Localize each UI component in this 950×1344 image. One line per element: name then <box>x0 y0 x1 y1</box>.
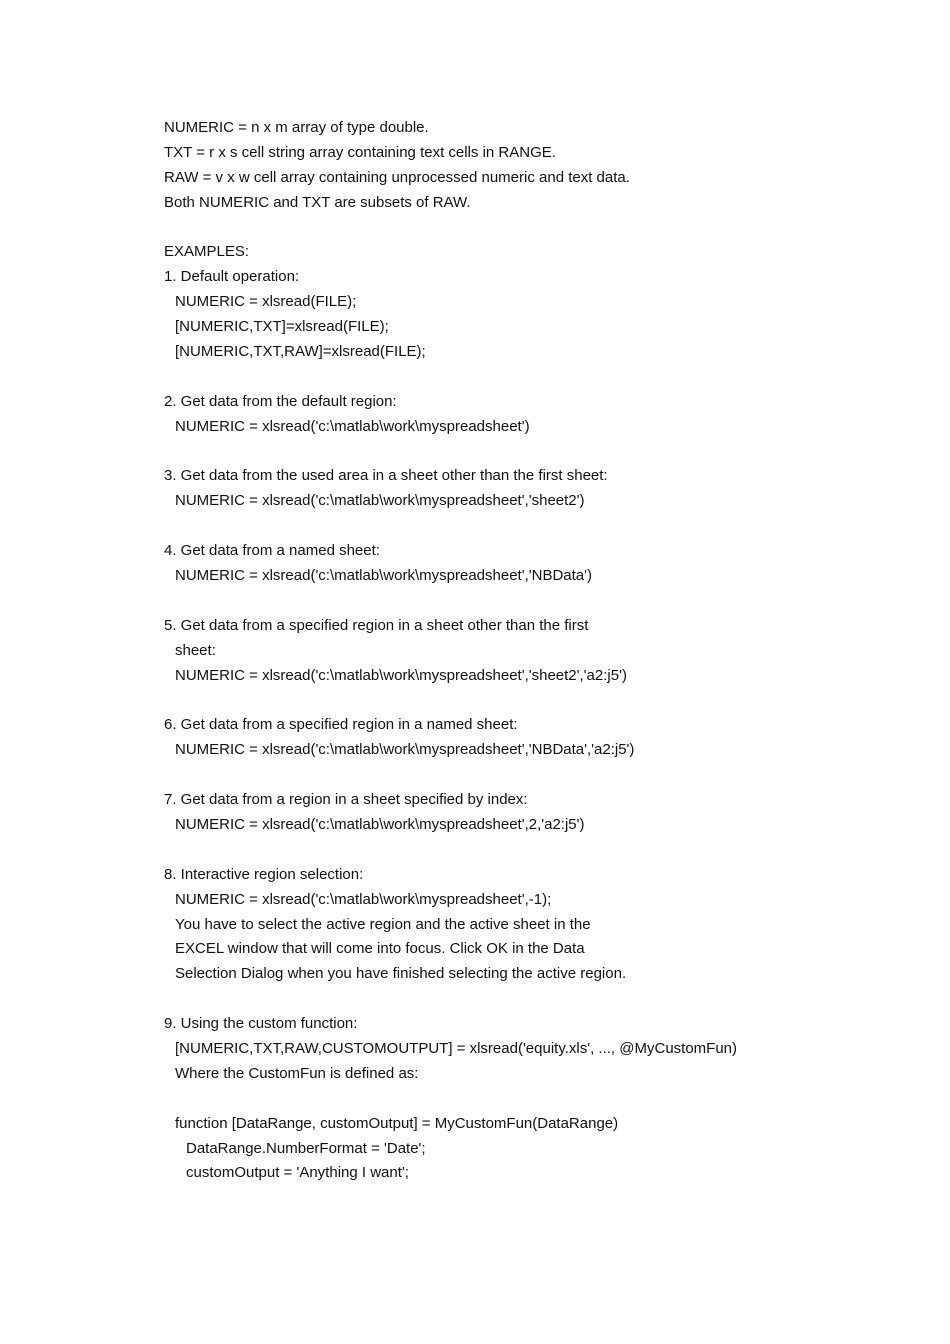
spacer <box>164 216 904 241</box>
document-page <box>164 116 904 1186</box>
example-8-code-line: NUMERIC = xlsread('c:\matlab\work\myspreadsheet',-1); <box>175 890 552 908</box>
spacer <box>164 838 904 863</box>
example-8-note-line: You have to select the active region and the active sheet in the <box>175 915 591 933</box>
example-2-code-line: NUMERIC = xlsread('c:\matlab\work\myspreadsheet') <box>175 417 530 435</box>
custom-function-body-line: DataRange.NumberFormat = 'Date'; <box>186 1139 426 1157</box>
example-9-title: 9. Using the custom function: <box>164 1015 358 1033</box>
definition-txt: TXT = r x s cell string array containing text cells in RANGE. <box>164 143 556 161</box>
spacer <box>164 589 904 614</box>
example-2-title: 2. Get data from the default region: <box>164 392 397 410</box>
example-1-code-line: [NUMERIC,TXT,RAW]=xlsread(FILE); <box>175 343 426 361</box>
spacer <box>164 987 904 1012</box>
example-8-title: 8. Interactive region selection: <box>164 865 364 883</box>
example-9-note-line: Where the CustomFun is defined as: <box>175 1064 419 1082</box>
example-7-code-line: NUMERIC = xlsread('c:\matlab\work\myspreadsheet',2,'a2:j5') <box>175 815 585 833</box>
definition-raw: RAW = v x w cell array containing unprocessed numeric and text data. <box>164 168 630 186</box>
example-6-code-line: NUMERIC = xlsread('c:\matlab\work\myspreadsheet','NBData','a2:j5') <box>175 741 635 759</box>
spacer <box>164 763 904 788</box>
custom-function-signature: function [DataRange, customOutput] = MyCustomFun(DataRange) <box>175 1114 619 1132</box>
example-5-title: 5. Get data from a specified region in a sheet other than the first <box>164 616 589 634</box>
example-1-code-line: NUMERIC = xlsread(FILE); <box>175 293 357 311</box>
example-4-title: 4. Get data from a named sheet: <box>164 542 380 560</box>
example-9-code-line: [NUMERIC,TXT,RAW,CUSTOMOUTPUT] = xlsread('equity.xls', ..., @MyCustomFun) <box>175 1039 738 1057</box>
spacer <box>164 365 904 390</box>
example-7-title: 7. Get data from a region in a sheet specified by index: <box>164 791 528 809</box>
example-6-title: 6. Get data from a specified region in a named sheet: <box>164 716 518 734</box>
examples-heading: EXAMPLES: <box>164 243 250 261</box>
custom-function-body-line: customOutput = 'Anything I want'; <box>186 1164 409 1182</box>
spacer <box>164 1087 904 1112</box>
example-5-code-line: NUMERIC = xlsread('c:\matlab\work\myspreadsheet','sheet2','a2:j5') <box>175 666 627 684</box>
spacer <box>164 688 904 713</box>
example-1-title: 1. Default operation: <box>164 268 300 286</box>
example-3-code-line: NUMERIC = xlsread('c:\matlab\work\myspreadsheet','sheet2') <box>175 492 585 510</box>
example-1-code-line: [NUMERIC,TXT]=xlsread(FILE); <box>175 318 389 336</box>
example-3-title: 3. Get data from the used area in a sheet other than the first sheet: <box>164 467 608 485</box>
spacer <box>164 440 904 465</box>
example-8-note-line: Selection Dialog when you have finished selecting the active region. <box>175 965 627 983</box>
example-8-note-line: EXCEL window that will come into focus. Click OK in the Data <box>175 940 585 958</box>
definition-numeric: NUMERIC = n x m array of type double. <box>164 119 429 136</box>
spacer <box>164 514 904 539</box>
example-4-code-line: NUMERIC = xlsread('c:\matlab\work\myspreadsheet','NBData') <box>175 567 592 585</box>
definition-subsets: Both NUMERIC and TXT are subsets of RAW. <box>164 193 471 211</box>
example-5-title-continued: sheet: <box>175 641 216 659</box>
